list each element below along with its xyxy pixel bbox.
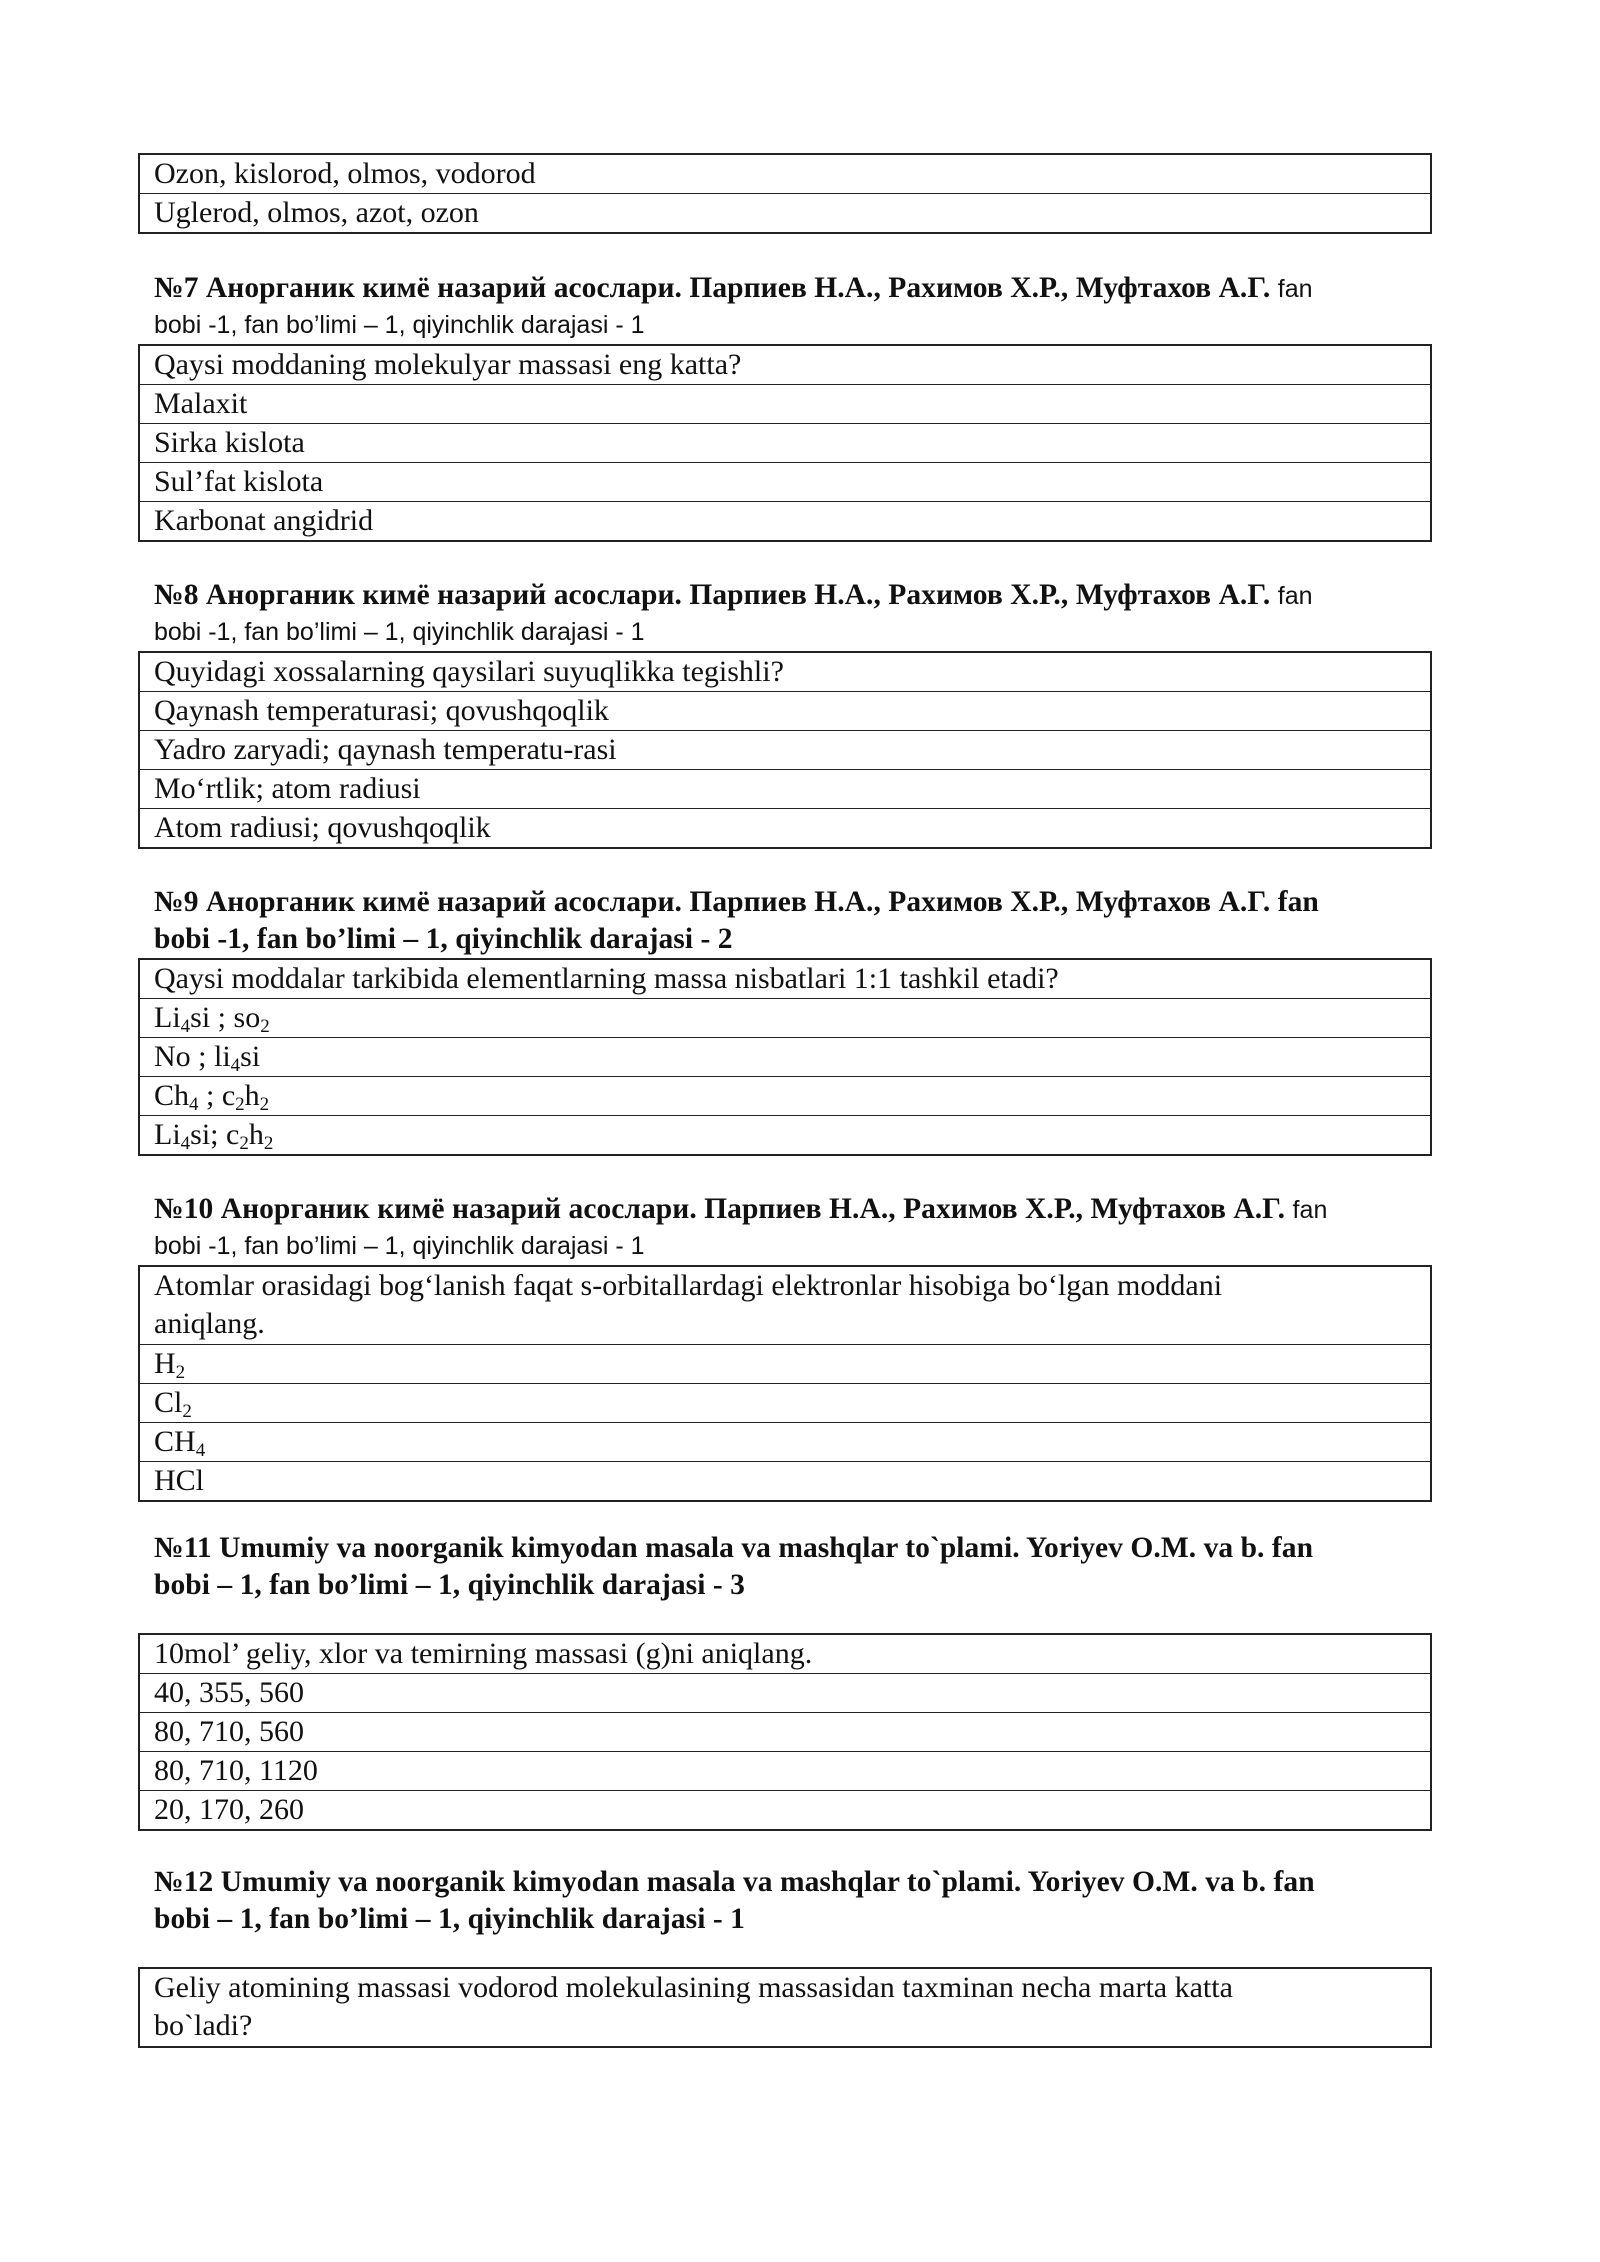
q9-heading-line1: №9 Анорганик кимё назарий асослари. Парпиев Н.А., Рахимов Х.Р., Муфтахов А.Г. fan [154, 886, 1319, 918]
q12-heading-line1: №12 Umumiy va noorganik kimyodan masala va mashqlar to`plami. Yoriyev O.M. va b. fan [154, 1866, 1315, 1898]
q12-heading-line2: bobi – 1, fan bo’limi – 1, qiyinchlik darajasi - 1 [154, 1903, 745, 1935]
q10-question-line1: Atomlar orasidagi bog‘lanish faqat s-orbitallardagi elektronlar hisobiga bo‘lgan moddani [154, 1269, 1223, 1302]
q12-heading-block [153, 1864, 1453, 1938]
q9-option-c-subscript: 2 [235, 1094, 245, 1115]
q9-option-a-subscript: 2 [260, 1016, 270, 1037]
q10-option-a-subscript: 2 [175, 1362, 186, 1383]
q7-option-d: Karbonat angidrid [140, 501, 1430, 540]
q7-heading-tail: fan [1277, 275, 1313, 303]
q11-heading-line1: №11 Umumiy va noorganik kimyodan masala va mashqlar to`plami. Yoriyev O.M. va b. fan [154, 1532, 1314, 1564]
q9-option-b-text: No ; li [154, 1040, 231, 1073]
q10-option-b-subscript: 2 [182, 1401, 192, 1422]
q12-question-table [138, 1967, 1432, 2048]
q10-heading-tail: fan [1292, 1196, 1328, 1224]
q8-heading-tail: fan [1277, 582, 1313, 610]
q8-heading-block [153, 577, 1453, 649]
q10-heading [154, 1191, 1453, 1229]
q9-option-c-text: Ch [154, 1079, 190, 1112]
q12-question-line2: bo`ladi? [154, 2009, 253, 2042]
q11-option-d: 20, 170, 260 [140, 1790, 1430, 1829]
q10-question-line2: aniqlang. [154, 1307, 265, 1340]
q7-option-a: Malaxit [140, 384, 1430, 423]
q8-heading [154, 577, 1453, 615]
q10-option-c [140, 1422, 1430, 1461]
q8-option-b: Yadro zaryadi; qaynash temperatu-rasi [140, 730, 1430, 769]
q7-meta: bobi -1, fan bo’limi – 1, qiyinchlik darajasi - 1 [154, 311, 645, 339]
q9-option-d-subscript: 2 [263, 1133, 274, 1154]
q8-question-table [138, 651, 1432, 849]
q10-question [140, 1267, 1430, 1344]
q6-option-c: Ozon, kislorod, olmos, vodorod [154, 157, 536, 190]
q10-option-d [140, 1461, 1430, 1500]
q9-option-a [140, 998, 1430, 1037]
q9-option-d-text: Li [154, 1118, 181, 1151]
q9-option-c-subscript: 4 [189, 1094, 199, 1115]
q8-option-a: Qaynash temperaturasi; qovushqoqlik [140, 691, 1430, 730]
q8-meta: bobi -1, fan bo’limi – 1, qiyinchlik darajasi - 1 [154, 618, 645, 646]
q9-option-d-subscript: 2 [239, 1133, 249, 1154]
q11-option-b: 80, 710, 560 [140, 1712, 1430, 1751]
q7-option-b: Sirka kislota [140, 423, 1430, 462]
q10-option-c-text: CH [154, 1425, 196, 1458]
q10-option-c-subscript: 4 [195, 1440, 206, 1461]
q9-heading-block [153, 884, 1453, 958]
q9-option-a-subscript: 4 [180, 1016, 191, 1037]
q9-option-d-text: h [248, 1118, 264, 1151]
q10-meta: bobi -1, fan bo’limi – 1, qiyinchlik darajasi - 1 [154, 1232, 645, 1260]
q7-heading-block [153, 270, 1453, 342]
q9-option-a-text: Li [154, 1001, 181, 1034]
q9-question: Qaysi moddalar tarkibida elementlarning massa nisbatlari 1:1 tashkil etadi? [154, 962, 1059, 995]
q8-question: Quyidagi xossalarning qaysilari suyuqlikka tegishli? [154, 655, 784, 688]
q7-option-c: Sul’fat kislota [140, 462, 1430, 501]
q10-option-a-text: H [154, 1347, 176, 1380]
q10-question-table [138, 1265, 1432, 1502]
q9-option-d-text: si; c [190, 1118, 240, 1151]
q8-option-d: Atom radiusi; qovushqoqlik [140, 808, 1430, 847]
q9-option-c [140, 1076, 1430, 1115]
q8-heading-title: №8 Анорганик кимё назарий асослари. Парпиев Н.А., Рахимов Х.Р., Муфтахов А.Г. [154, 579, 1271, 611]
q12-question-line1: Geliy atomining massasi vodorod molekulasining massasidan taxminan necha marta katta [154, 1971, 1233, 2004]
q9-option-d-subscript: 4 [180, 1133, 191, 1154]
q10-heading-block [153, 1191, 1453, 1263]
q11-heading-block [153, 1530, 1453, 1604]
q11-option-a: 40, 355, 560 [140, 1673, 1430, 1712]
q11-option-c: 80, 710, 1120 [140, 1751, 1430, 1790]
q11-question-table [138, 1633, 1432, 1831]
q9-option-c-text: h [244, 1079, 260, 1112]
q10-heading-title: №10 Анорганик кимё назарий асослари. Парпиев Н.А., Рахимов Х.Р., Муфтахов А.Г. [154, 1193, 1286, 1225]
q9-option-b-subscript: 4 [230, 1055, 241, 1076]
q6-answer-table [138, 153, 1432, 234]
q7-heading [154, 270, 1453, 308]
q10-option-a [140, 1344, 1430, 1383]
q11-question: 10mol’ geliy, xlor va temirning massasi (g)ni aniqlang. [154, 1637, 813, 1670]
q8-option-c: Mo‘rtlik; atom radiusi [140, 769, 1430, 808]
q9-option-b-text: si [240, 1040, 261, 1073]
q9-option-a-text: si ; so [190, 1001, 261, 1034]
q7-question: Qaysi moddaning molekulyar massasi eng katta? [154, 348, 742, 381]
q9-option-c-text: ; c [198, 1079, 236, 1112]
q9-option-d [140, 1115, 1430, 1154]
q10-option-d-text: HCl [154, 1464, 205, 1497]
q7-question-table [138, 344, 1432, 542]
q7-heading-title: №7 Анорганик кимё назарий асослари. Парпиев Н.А., Рахимов Х.Р., Муфтахов А.Г. [154, 272, 1271, 304]
q9-heading-line2: bobi -1, fan bo’limi – 1, qiyinchlik darajasi - 2 [154, 923, 733, 955]
q10-option-b [140, 1383, 1430, 1422]
q9-option-c-subscript: 2 [259, 1094, 270, 1115]
q9-option-b [140, 1037, 1430, 1076]
q6-option-d: Uglerod, olmos, azot, ozon [140, 193, 1430, 232]
q10-option-b-text: Cl [154, 1386, 183, 1419]
q12-question [140, 1969, 1430, 2046]
q11-heading-line2: bobi – 1, fan bo’limi – 1, qiyinchlik darajasi - 3 [154, 1569, 745, 1601]
q9-question-table [138, 958, 1432, 1156]
